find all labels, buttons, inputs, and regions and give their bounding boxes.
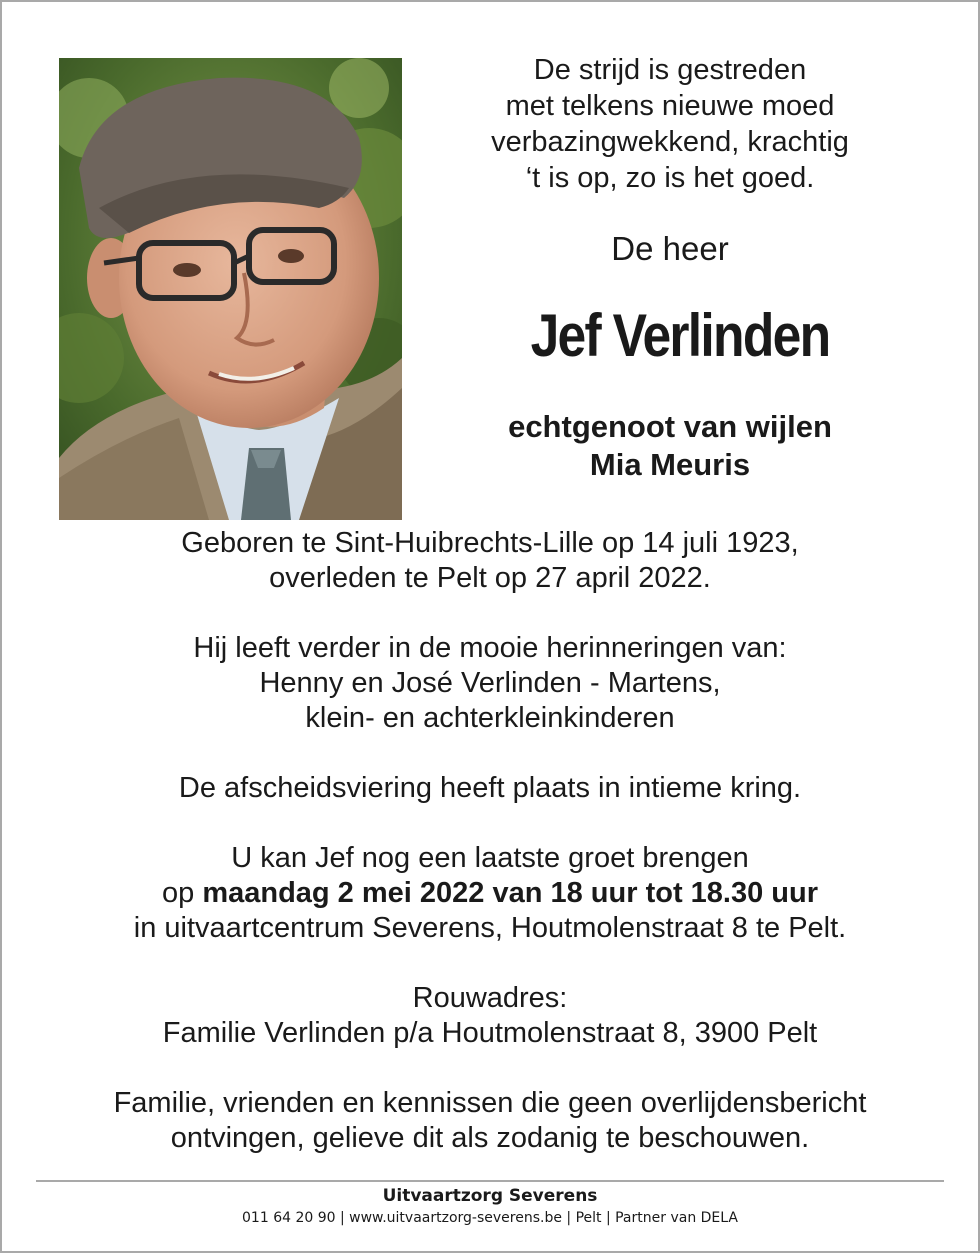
survivors-family: Henny en José Verlinden - Martens, [259,667,721,699]
address-label: Rouwadres: [412,982,568,1014]
deceased-name: Jef Verlinden [530,302,830,369]
poem-line: De strijd is gestreden [533,54,807,86]
footer-divider [36,1180,944,1182]
poem-line: verbazingwekkend, krachtig [491,126,849,158]
visitation-datetime: maandag 2 mei 2022 van 18 uur tot 18.30 uur [202,877,819,909]
poem-line: ‘t is op, zo is het goed. [525,162,815,194]
funeral-home-contact: 011 64 20 90 | www.uitvaartzorg-severens.be | Pelt | Partner van DELA [242,1210,738,1226]
notice-line: ontvingen, gelieve dit als zodanig te beschouwen. [170,1122,810,1154]
address-paragraph [40,981,940,1051]
poem-line: met telkens nieuwe moed [505,90,835,122]
poem [440,52,900,196]
survivors-intro: Hij leeft verder in de mooie herinneringen van: [193,632,787,664]
ceremony-paragraph [40,771,940,806]
spouse-info [440,408,900,484]
birth-line: Geboren te Sint-Huibrechts-Lille op 14 juli 1923, [181,527,799,559]
death-line: overleden te Pelt op 27 april 2022. [269,562,711,594]
ceremony-text: De afscheidsviering heeft plaats in intieme kring. [178,772,802,804]
visitation-prefix: op [161,877,203,909]
spouse-name: Mia Meuris [589,447,751,482]
footer [40,1184,940,1228]
survivors-grandchildren: klein- en achterkleinkinderen [305,702,675,734]
funeral-home-name: Uitvaartzorg Severens [382,1186,598,1206]
notice-paragraph [40,1086,940,1156]
visitation-intro: U kan Jef nog een laatste groet brengen [231,842,749,874]
visitation-paragraph [40,841,940,946]
obituary-body [40,526,940,1156]
title-prefix: De heer [611,230,729,267]
portrait-photo [59,58,402,520]
birth-death-paragraph [40,526,940,596]
notice-line: Familie, vrienden en kennissen die geen overlijdensbericht [113,1087,867,1119]
visitation-datetime-line [40,876,940,911]
address-value: Familie Verlinden p/a Houtmolenstraat 8, 3900 Pelt [162,1017,818,1049]
survivors-paragraph [40,631,940,736]
visitation-location: in uitvaartcentrum Severens, Houtmolenstraat 8 te Pelt. [133,912,847,944]
spouse-relation: echtgenoot van wijlen [508,409,832,444]
